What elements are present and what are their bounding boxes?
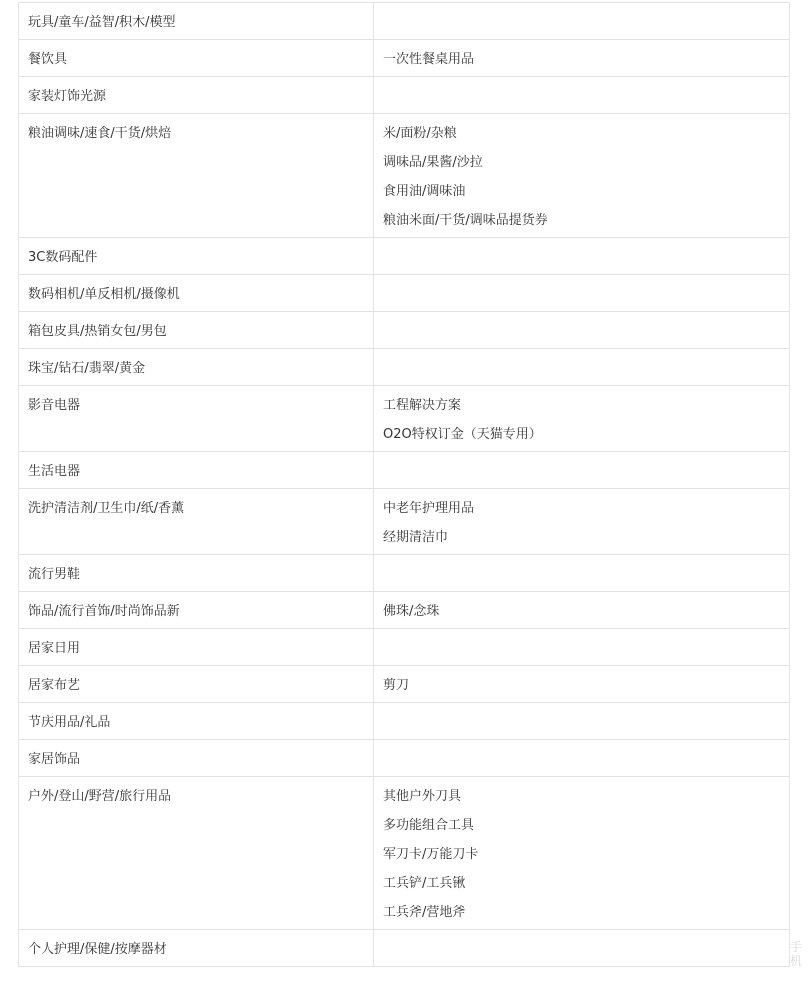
- subcategory-label: 工程解决方案: [383, 398, 462, 413]
- category-cell: [19, 555, 374, 592]
- subcategory-label: 多功能组合工具: [383, 818, 475, 833]
- subcategory-cell: [374, 740, 790, 777]
- table-row: [19, 629, 790, 666]
- subcategory-label: 其他户外刀具: [383, 789, 462, 804]
- subcategory-label: 佛珠/念珠: [383, 604, 440, 619]
- subcategory-label: 经期清洁巾: [383, 530, 449, 545]
- category-table-container: [18, 2, 789, 967]
- category-label: 家居饰品: [28, 752, 81, 767]
- category-label: 3C数码配件: [28, 250, 98, 265]
- category-cell: [19, 703, 374, 740]
- subcategory-label: 食用油/调味油: [383, 184, 466, 199]
- table-row: [19, 489, 790, 555]
- category-label: 餐饮具: [28, 52, 68, 67]
- table-row: [19, 114, 790, 238]
- category-cell: [19, 386, 374, 452]
- subcategory-cell: [374, 666, 790, 703]
- category-cell: [19, 40, 374, 77]
- table-row: [19, 555, 790, 592]
- table-row: [19, 740, 790, 777]
- subcategory-cell: [374, 275, 790, 312]
- category-label: 数码相机/单反相机/摄像机: [28, 287, 180, 302]
- category-cell: [19, 777, 374, 930]
- category-cell: [19, 77, 374, 114]
- table-row: [19, 77, 790, 114]
- subcategory-cell: [374, 452, 790, 489]
- subcategory-label: 一次性餐桌用品: [383, 52, 475, 67]
- table-row: [19, 238, 790, 275]
- table-row: [19, 275, 790, 312]
- category-cell: [19, 349, 374, 386]
- table-row: [19, 349, 790, 386]
- category-cell: [19, 489, 374, 555]
- category-label: 居家日用: [28, 641, 81, 656]
- subcategory-cell: [374, 114, 790, 238]
- category-cell: [19, 3, 374, 40]
- category-cell: [19, 930, 374, 967]
- watermark: 手机: [789, 940, 802, 968]
- subcategory-cell: [374, 3, 790, 40]
- subcategory-cell: [374, 489, 790, 555]
- table-row: [19, 312, 790, 349]
- category-label: 生活电器: [28, 464, 81, 479]
- table-row: [19, 452, 790, 489]
- subcategory-label: 工兵斧/营地斧: [383, 905, 466, 920]
- subcategory-cell: [374, 77, 790, 114]
- category-cell: [19, 740, 374, 777]
- category-label: 珠宝/钻石/翡翠/黄金: [28, 361, 146, 376]
- subcategory-cell: [374, 592, 790, 629]
- subcategory-label: 剪刀: [383, 678, 410, 693]
- table-row: [19, 386, 790, 452]
- table-row: [19, 592, 790, 629]
- category-label: 饰品/流行首饰/时尚饰品新: [28, 604, 180, 619]
- subcategory-cell: [374, 703, 790, 740]
- category-cell: [19, 238, 374, 275]
- table-row: [19, 930, 790, 967]
- category-cell: [19, 666, 374, 703]
- category-label: 居家布艺: [28, 678, 81, 693]
- subcategory-cell: [374, 777, 790, 930]
- category-label: 节庆用品/礼品: [28, 715, 111, 730]
- table-row: [19, 666, 790, 703]
- subcategory-label: 米/面粉/杂粮: [383, 126, 457, 141]
- subcategory-label: 中老年护理用品: [383, 501, 475, 516]
- category-table: [18, 2, 790, 967]
- table-row: [19, 40, 790, 77]
- subcategory-cell: [374, 238, 790, 275]
- subcategory-label: O2O特权订金（天猫专用）: [383, 427, 542, 442]
- category-label: 洗护清洁剂/卫生巾/纸/香薰: [28, 501, 185, 516]
- category-cell: [19, 629, 374, 666]
- table-row: [19, 3, 790, 40]
- category-cell: [19, 312, 374, 349]
- category-label: 家装灯饰光源: [28, 89, 107, 104]
- category-cell: [19, 275, 374, 312]
- table-row: [19, 777, 790, 930]
- category-label: 箱包皮具/热销女包/男包: [28, 324, 167, 339]
- category-label: 户外/登山/野营/旅行用品: [28, 789, 172, 804]
- subcategory-cell: [374, 386, 790, 452]
- category-cell: [19, 452, 374, 489]
- subcategory-label: 粮油米面/干货/调味品提货券: [383, 213, 548, 228]
- subcategory-label: 工兵铲/工兵锹: [383, 876, 466, 891]
- subcategory-cell: [374, 930, 790, 967]
- category-cell: [19, 114, 374, 238]
- category-label: 个人护理/保健/按摩器材: [28, 942, 167, 957]
- subcategory-cell: [374, 40, 790, 77]
- category-label: 影音电器: [28, 398, 81, 413]
- subcategory-cell: [374, 349, 790, 386]
- subcategory-label: 军刀卡/万能刀卡: [383, 847, 479, 862]
- category-table-body: [19, 3, 790, 967]
- subcategory-label: 调味品/果酱/沙拉: [383, 155, 483, 170]
- category-label: 粮油调味/速食/干货/烘焙: [28, 126, 172, 141]
- subcategory-cell: [374, 629, 790, 666]
- subcategory-cell: [374, 555, 790, 592]
- subcategory-cell: [374, 312, 790, 349]
- category-cell: [19, 592, 374, 629]
- category-label: 玩具/童车/益智/积木/模型: [28, 15, 176, 30]
- table-row: [19, 703, 790, 740]
- category-label: 流行男鞋: [28, 567, 81, 582]
